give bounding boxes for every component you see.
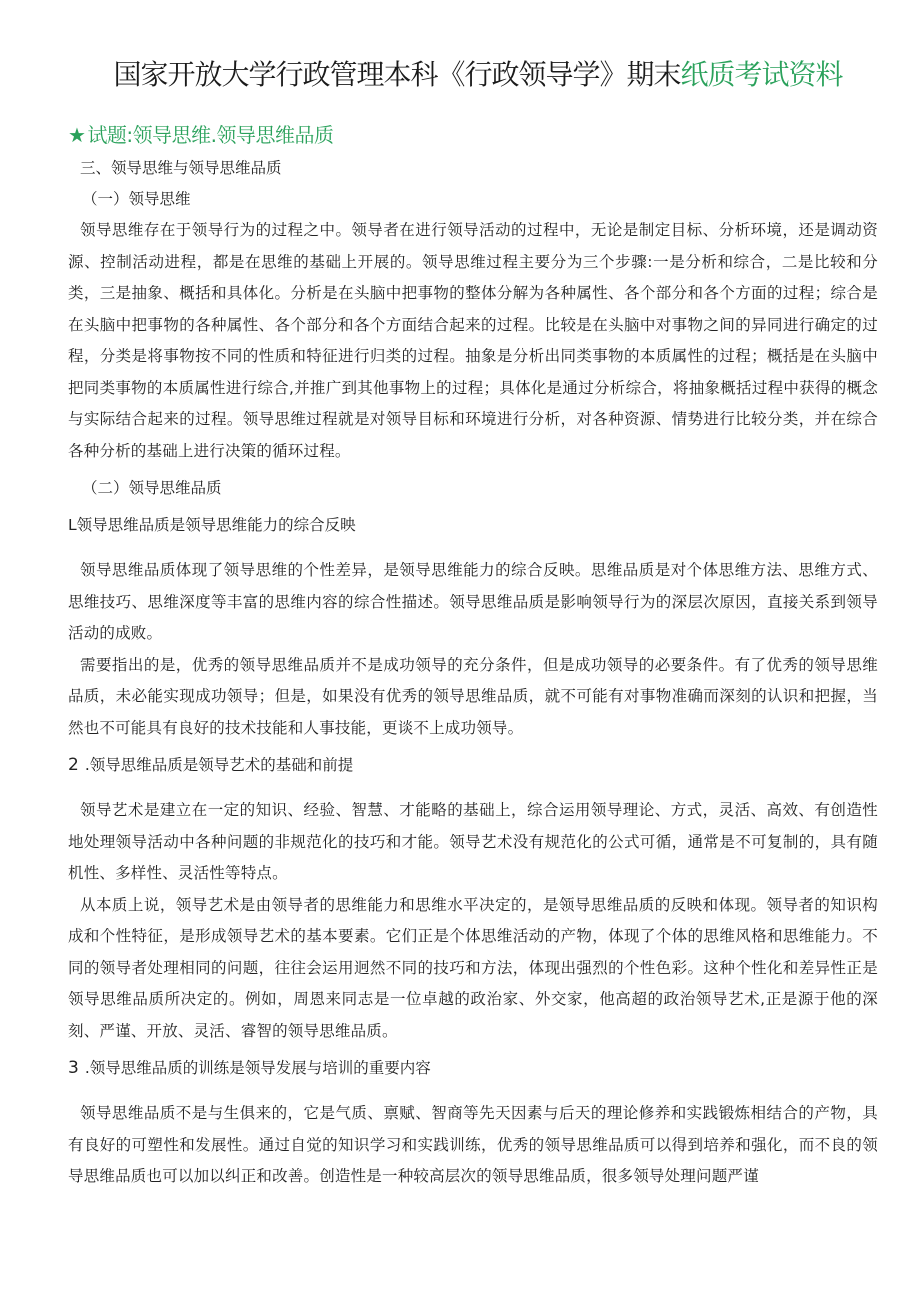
item-heading-1: L领导思维品质是领导思维能力的综合反映 — [68, 516, 356, 534]
paragraph-2: 领导思维品质体现了领导思维的个性差异，是领导思维能力的综合反映。思维品质是对个体思维方法、思维方式、思维技巧、思维深度等丰富的思维内容的综合性描述。领导思维品质是影响领导行为的深层次原因，直接关系到领导活动的成败。 — [68, 561, 878, 642]
item-heading-3 — [68, 1053, 878, 1084]
section-heading: 三、领导思维与领导思维品质 — [80, 159, 282, 177]
paragraph-4: 领导艺术是建立在一定的知识、经验、智慧、才能略的基础上，综合运用领导理论、方式，灵活、高效、有创造性地处理领导活动中各种问题的非规范化的技巧和才能。领导艺术没有规范化的公式可循，通常是不可复制的，具有随机性、多样性、灵活性等特点。 — [68, 801, 878, 882]
title-highlight: 纸质考试资料 — [680, 58, 843, 91]
paragraph-6: 领导思维品质不是与生俱来的，它是气质、禀赋、智商等先天因素与后天的理论修养和实践锻炼相结合的产物，具有良好的可塑性和发展性。通过自觉的知识学习和实践训练，优秀的领导思维品质可以得到培养和强化，而不良的领导思维品质也可以加以纠正和改善。创造性是一种较高层次的领导思维品质，很多领导处理问题严谨 — [68, 1104, 878, 1185]
paragraph-5: 从本质上说，领导艺术是由领导者的思维能力和思维水平决定的，是领导思维品质的反映和体现。领导者的知识构成和个性特征，是形成领导艺术的基本要素。它们正是个体思维活动的产物，体现了个体的思维风格和思维能力。不同的领导者处理相同的问题，往往会运用迥然不同的技巧和方法，体现出强烈的个性色彩。这种个性化和差异性正是领导思维品质所决定的。例如，周恩来同志是一位卓越的政治家、外交家，他高超的政治领导艺术,正是源于他的深刻、严谨、开放、灵活、睿智的领导思维品质。 — [68, 895, 878, 1040]
title-main: 国家开放大学行政管理本科《行政领导学》期末 — [113, 58, 681, 91]
subsection-heading-2: （二）领导思维品质 — [82, 479, 222, 497]
subtitle — [68, 121, 878, 149]
paragraph-1: 领导思维存在于领导行为的过程之中。领导者在进行领导活动的过程中，无论是制定目标、分析环境，还是调动资源、控制活动进程，都是在思维的基础上开展的。领导思维过程主要分为三个步骤:一是分析和综合，二是比较和分类，三是抽象、概括和具体化。分析是在头脑中把事物的整体分解为各种属性、各个部分和各个方面的过程；综合是在头脑中把事物的各种属性、各个部分和各个方面结合起来的过程。比较是在头脑中对事物之间的异同进行确定的过程，分类是将事物按不同的性质和特征进行归类的过程。抽象是分析出同类事物的本质属性的过程；概括是在头脑中把同类事物的本质属性进行综合,并推广到其他事物上的过程；具体化是通过分析综合，将抽象概括过程中获得的概念与实际结合起来的过程。领导思维过程就是对领导目标和环境进行分析，对各种资源、情势进行比较分类，并在综合各种分析的基础上进行决策的循环过程。 — [68, 221, 878, 460]
paragraph-3: 需要指出的是，优秀的领导思维品质并不是成功领导的充分条件，但是成功领导的必要条件。有了优秀的领导思维品质，未必能实现成功领导；但是，如果没有优秀的领导思维品质，就不可能有对事物准确而深刻的认识和把握，当然也不可能具有良好的技术技能和人事技能，更谈不上成功领导。 — [68, 655, 878, 737]
page-title — [78, 0, 878, 109]
subsection-heading-1: （一）领导思维 — [82, 190, 191, 208]
subtitle-text: 试题:领导思维.领导思维品质 — [87, 123, 334, 147]
item-text-3: .领导思维品质的训练是领导发展与培训的重要内容 — [84, 1059, 431, 1077]
item-number-2: 2 — [68, 755, 79, 775]
star-icon: ★ — [68, 123, 86, 147]
item-text-2: .领导思维品质是领导艺术的基础和前提 — [84, 756, 354, 774]
item-heading-2 — [68, 750, 878, 781]
item-number-3: 3 — [68, 1058, 79, 1078]
